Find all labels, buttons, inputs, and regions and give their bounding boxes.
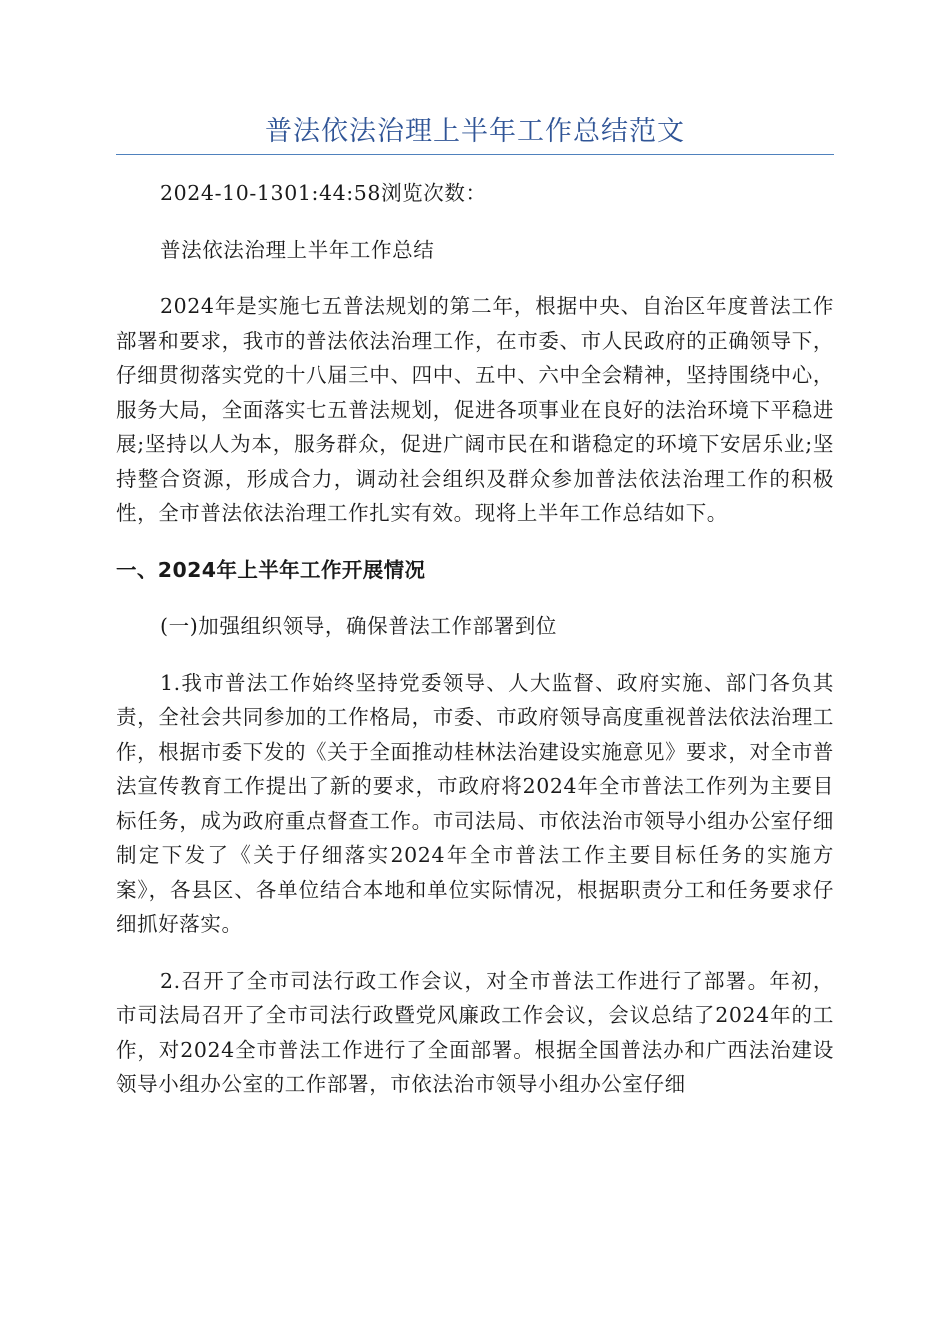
- document-subtitle: 普法依法治理上半年工作总结: [160, 237, 435, 262]
- title-underline: [116, 154, 834, 155]
- document-body: [116, 176, 834, 1124]
- section-heading: 一、2024年上半年工作开展情况: [116, 557, 426, 582]
- body-paragraph-2: 2.召开了全市司法行政工作会议，对全市普法工作进行了部署。年初，市司法局召开了全市司法行政暨党风廉政工作会议，会议总结了2024年的工作，对2024全市普法工作进行了全面部署。根据全国普法办和广西法治建设领导小组办公室的工作部署，市依法治市领导小组办公室仔细: [116, 968, 834, 1096]
- intro-paragraph: 2024年是实施七五普法规划的第二年，根据中央、自治区年度普法工作部署和要求，我市的普法依法治理工作，在市委、市人民政府的正确领导下，仔细贯彻落实党的十八届三中、四中、五中、六中全会精神，坚持围绕中心，服务大局，全面落实七五普法规划，促进各项事业在良好的法治环境下平稳进展;坚持以人为本，服务群众，促进广阔市民在和谐稳定的环境下安居乐业;坚持整合资源，形成合力，调动社会组织及群众参加普法依法治理工作的积极性，全市普法依法治理工作扎实有效。现将上半年工作总结如下。: [116, 294, 834, 525]
- document-title: 普法依法治理上半年工作总结范文: [265, 116, 685, 147]
- body-paragraph-1: 1.我市普法工作始终坚持党委领导、人大监督、政府实施、部门各负其责，全社会共同参加的工作格局，市委、市政府领导高度重视普法依法治理工作，根据市委下发的《关于全面推动桂林法治建设实施意见》要求，对全市普法宣传教育工作提出了新的要求，市政府将2024年全市普法工作列为主要目标任务，成为政府重点督查工作。市司法局、市依法治市领导小组办公室仔细制定下发了《关于仔细落实2024年全市普法工作主要目标任务的实施方案》，各县区、各单位结合本地和单位实际情况，根据职责分工和任务要求仔细抓好落实。: [116, 670, 834, 936]
- meta-line: 2024-10-1301:44:58浏览次数：: [160, 181, 487, 205]
- subsection-heading: (一)加强组织领导，确保普法工作部署到位: [160, 614, 557, 638]
